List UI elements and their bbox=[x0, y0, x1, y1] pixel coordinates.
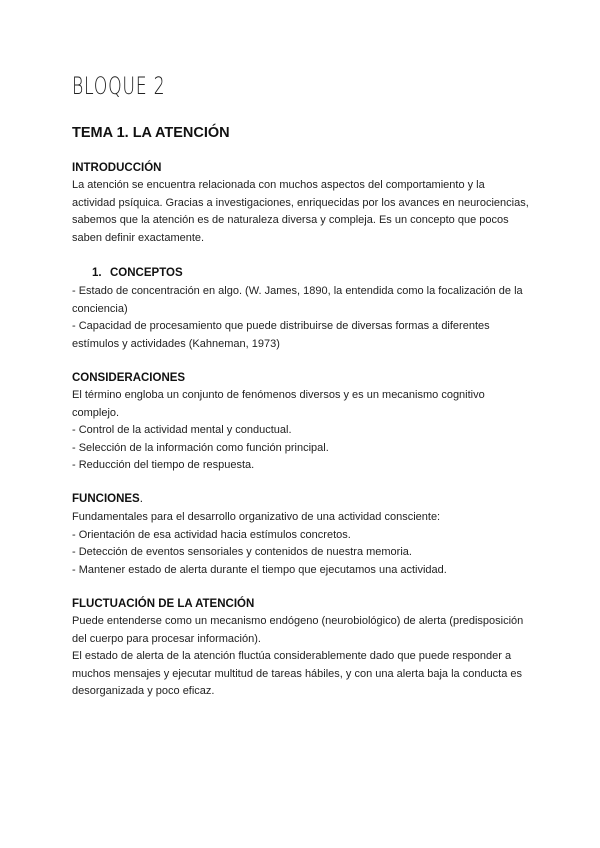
conceptos-line: estímulos y actividades (Kahneman, 1973) bbox=[72, 337, 280, 350]
funciones-paragraph bbox=[72, 509, 532, 579]
fluctuacion-line: Puede entenderse como un mecanismo endógeno (neurobiológico) de alerta (predisposición bbox=[72, 615, 524, 627]
conceptos-heading bbox=[92, 267, 183, 279]
tema-title: TEMA 1. LA ATENCIÓN bbox=[72, 125, 230, 141]
fluctuacion-line: muchos mensajes y ejecutar multitud de tareas hábiles, y con una alerta baja la conducta es bbox=[72, 667, 523, 680]
funciones-line: Fundamentales para el desarrollo organizativo de una actividad consciente: bbox=[72, 511, 441, 523]
consideraciones-line: - Selección de la información como función principal. bbox=[72, 441, 329, 454]
consideraciones-paragraph bbox=[72, 387, 532, 475]
funciones-heading-text: FUNCIONES bbox=[72, 493, 140, 505]
conceptos-heading-text: CONCEPTOS bbox=[110, 267, 183, 279]
conceptos-line: - Estado de concentración en algo. (W. James, 1890, la entendida como la focalización de la bbox=[72, 285, 523, 297]
fluctuacion-paragraph bbox=[72, 613, 532, 701]
fluctuacion-line: desorganizada y poco eficaz. bbox=[72, 685, 215, 697]
funciones-heading bbox=[72, 493, 143, 505]
conceptos-paragraph bbox=[72, 283, 532, 353]
consideraciones-line: - Control de la actividad mental y conductual. bbox=[72, 424, 292, 436]
funciones-heading-suffix: . bbox=[139, 493, 143, 505]
block-title: BLOQUE 2 bbox=[72, 72, 166, 100]
introduccion-line: actividad psíquica. Gracias a investigaciones, enriquecidas por los avances en neurociencias, bbox=[72, 196, 529, 209]
fluctuacion-line: El estado de alerta de la atención fluctúa considerablemente dado que puede responder a bbox=[72, 650, 512, 662]
introduccion-line: sabemos que la atención es de naturaleza diversa y compleja. Es un concepto que pocos bbox=[72, 214, 509, 226]
conceptos-line: - Capacidad de procesamiento que puede distribuirse de diversas formas a diferentes bbox=[72, 320, 490, 332]
consideraciones-line: El término engloba un conjunto de fenómenos diversos y es un mecanismo cognitivo bbox=[72, 389, 485, 401]
funciones-line: - Detección de eventos sensoriales y contenidos de nuestra memoria. bbox=[72, 546, 412, 558]
consideraciones-line: - Reducción del tiempo de respuesta. bbox=[72, 459, 255, 471]
fluctuacion-heading: FLUCTUACIÓN DE LA ATENCIÓN bbox=[72, 598, 255, 610]
conceptos-number: 1. bbox=[92, 267, 102, 279]
introduccion-paragraph bbox=[72, 177, 532, 247]
introduccion-line: La atención se encuentra relacionada con muchos aspectos del comportamiento y la bbox=[72, 179, 485, 191]
funciones-line: - Orientación de esa actividad hacia estímulos concretos. bbox=[72, 528, 351, 541]
introduccion-line: saben definir exactamente. bbox=[72, 231, 205, 244]
conceptos-line: conciencia) bbox=[72, 302, 128, 315]
funciones-line: - Mantener estado de alerta durante el tiempo que ejecutamos una actividad. bbox=[72, 563, 447, 576]
fluctuacion-line: del cuerpo para procesar información). bbox=[72, 632, 261, 645]
consideraciones-line: complejo. bbox=[72, 406, 120, 419]
introduccion-heading: INTRODUCCIÓN bbox=[72, 162, 162, 174]
consideraciones-heading: CONSIDERACIONES bbox=[72, 372, 186, 384]
